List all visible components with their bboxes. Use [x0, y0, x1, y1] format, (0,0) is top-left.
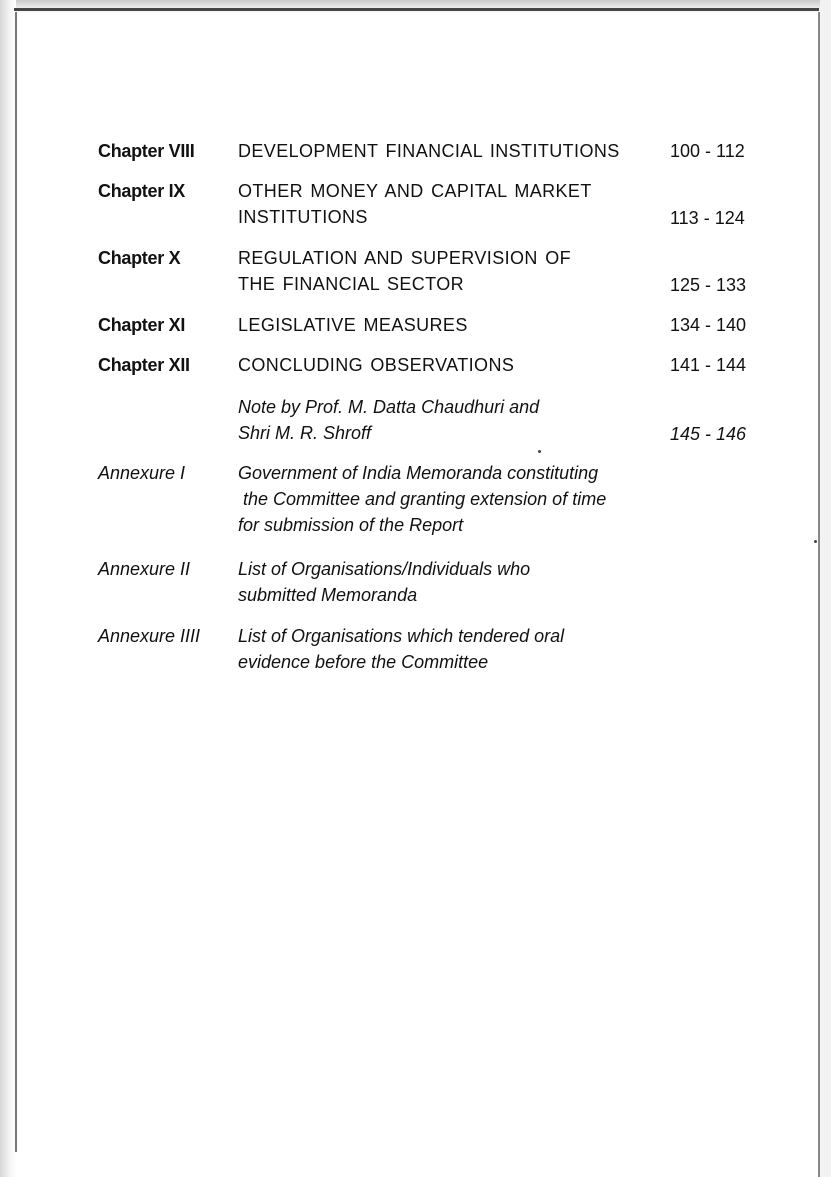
entry-title [238, 394, 648, 446]
entry-label: Chapter IX [98, 181, 186, 201]
entry-title-line: List of Organisations/Individuals who [238, 559, 531, 579]
entry-pages: 113 - 124 [670, 208, 745, 228]
entry-pages: 141 - 144 [670, 355, 747, 375]
entry-title-line: INSTITUTIONS [238, 207, 368, 227]
entry-label: Chapter XI [98, 315, 186, 335]
entry-pages: 125 - 133 [670, 275, 747, 295]
page-top-edge [14, 8, 819, 11]
entry-title-line: for submission of the Report [238, 515, 464, 535]
scan-speck [538, 450, 541, 453]
scan-top-edge [0, 0, 831, 14]
scan-right-margin [820, 0, 831, 1177]
scan-left-shadow [0, 0, 16, 1177]
entry-title [238, 138, 648, 164]
entry-title-line: REGULATION AND SUPERVISION OF [238, 248, 571, 268]
entry-title-line: List of Organisations which tendered oral [238, 626, 565, 646]
entry-title-line: evidence before the Committee [238, 652, 489, 672]
entry-label: Chapter VIII [98, 141, 195, 161]
entry-title-line: submitted Memoranda [238, 585, 418, 605]
entry-title-line: THE FINANCIAL SECTOR [238, 274, 465, 294]
entry-title [238, 245, 648, 297]
entry-title [238, 556, 648, 608]
entry-title [238, 312, 648, 338]
entry-label: Chapter XII [98, 355, 190, 375]
entry-pages: 100 - 112 [670, 141, 745, 161]
entry-title [238, 352, 648, 378]
page-left-edge [15, 12, 17, 1152]
entry-title-line: LEGISLATIVE MEASURES [238, 315, 468, 335]
entry-title-line: Note by Prof. M. Datta Chaudhuri and [238, 397, 540, 417]
page-right-edge [818, 12, 820, 1177]
entry-title-line: Government of India Memoranda constituting [238, 463, 599, 483]
entry-title [238, 460, 648, 538]
entry-pages: 145 - 146 [670, 424, 747, 444]
entry-label: Annexure I [98, 463, 186, 483]
entry-title-line: the Committee and granting extension of time [243, 489, 607, 509]
entry-pages: 134 - 140 [670, 315, 747, 335]
entry-title-line: OTHER MONEY AND CAPITAL MARKET [238, 181, 592, 201]
entry-title-line: CONCLUDING OBSERVATIONS [238, 355, 515, 375]
entry-label: Annexure IIII [98, 626, 201, 646]
entry-title [238, 623, 648, 675]
entry-label: Annexure II [98, 559, 191, 579]
entry-title-line: Shri M. R. Shroff [238, 423, 372, 443]
entry-label: Chapter X [98, 248, 181, 268]
entry-title [238, 178, 648, 230]
entry-title-line: DEVELOPMENT FINANCIAL INSTITUTIONS [238, 141, 620, 161]
scan-speck [814, 540, 817, 543]
